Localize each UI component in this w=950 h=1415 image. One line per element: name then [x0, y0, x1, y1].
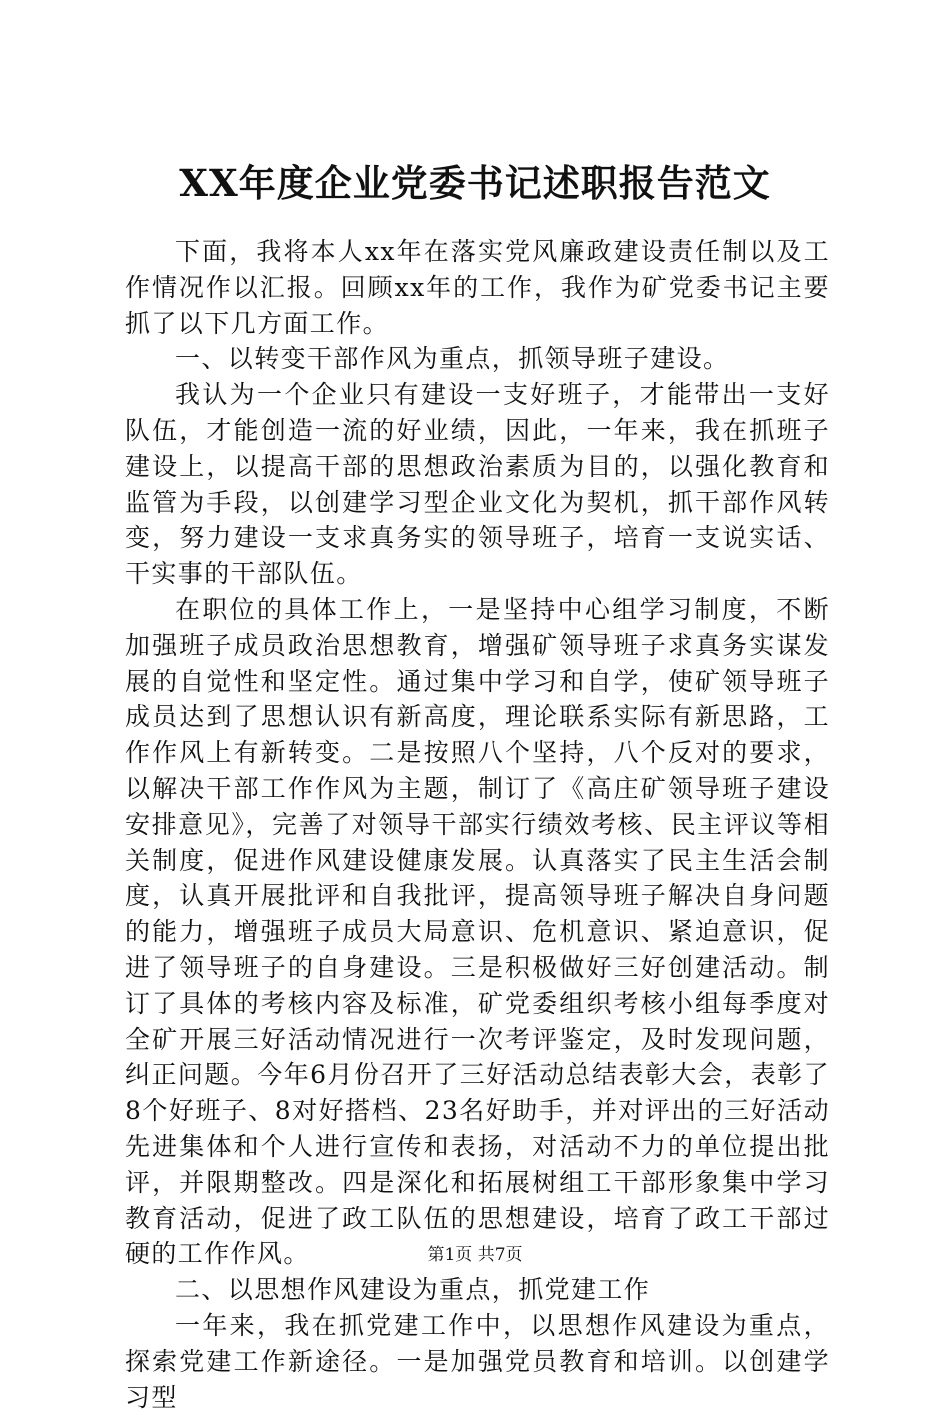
document-body [125, 234, 830, 1415]
section-heading-2: 二、以思想作风建设为重点，抓党建工作 [175, 1275, 651, 1305]
page-footer [0, 1244, 950, 1266]
paragraph-team-building: 我认为一个企业只有建设一支好班子，才能带出一支好队伍，才能创造一流的好业绩，因此，一年来，我在抓班子建设上，以提高干部的思想政治素质为目的，以强化教育和监管为手段，以创建学习型企业文化为契机，抓干部作风转变，努力建设一支求真务实的领导班子，培育一支说实话、干实事的干部队伍。 [125, 380, 830, 589]
section-heading-1: 一、以转变干部作风为重点，抓领导班子建设。 [175, 344, 730, 374]
paragraph-party-building: 一年来，我在抓党建工作中，以思想作风建设为重点，探索党建工作新途径。一是加强党员教育和培训。以创建学习型 [125, 1310, 830, 1412]
page-indicator: 第1页 共7页 [427, 1245, 523, 1265]
paragraph-specific-work: 在职位的具体工作上，一是坚持中心组学习制度，不断加强班子成员政治思想教育，增强矿领导班子求真务实谋发展的自觉性和坚定性。通过集中学习和自学，使矿领导班子成员达到了思想认识有新高度，理论联系实际有新思路，工作作风上有新转变。二是按照八个坚持，八个反对的要求，以解决干部工作作风为主题，制订了《高庄矿领导班子建设安排意见》，完善了对领导干部实行绩效考核、民主评议等相关制度，促进作风建设健康发展。认真落实了民主生活会制度，认真开展批评和自我批评，提高领导班子解决自身问题的能力，增强班子成员大局意识、危机意识、紧迫意识，促进了领导班子的自身建设。三是积极做好三好创建活动。制订了具体的考核内容及标准，矿党委组织考核小组每季度对全矿开展三好活动情况进行一次考评鉴定，及时发现问题，纠正问题。今年6月份召开了三好活动总结表彰大会，表彰了8个好班子、8对好搭档、23名好助手，并对评出的三好活动先进集体和个人进行宣传和表扬，对活动不力的单位提出批评，并限期整改。四是深化和拓展树组工干部形象集中学习教育活动，促进了政工队伍的思想建设，培育了政工干部过硬的工作作风。 [125, 594, 830, 1269]
paragraph-intro: 下面，我将本人xx年在落实党风廉政建设责任制以及工作情况作以汇报。回顾xx年的工作，我作为矿党委书记主要抓了以下几方面工作。 [125, 237, 830, 338]
document-title: XX年度企业党委书记述职报告范文 [179, 161, 771, 205]
